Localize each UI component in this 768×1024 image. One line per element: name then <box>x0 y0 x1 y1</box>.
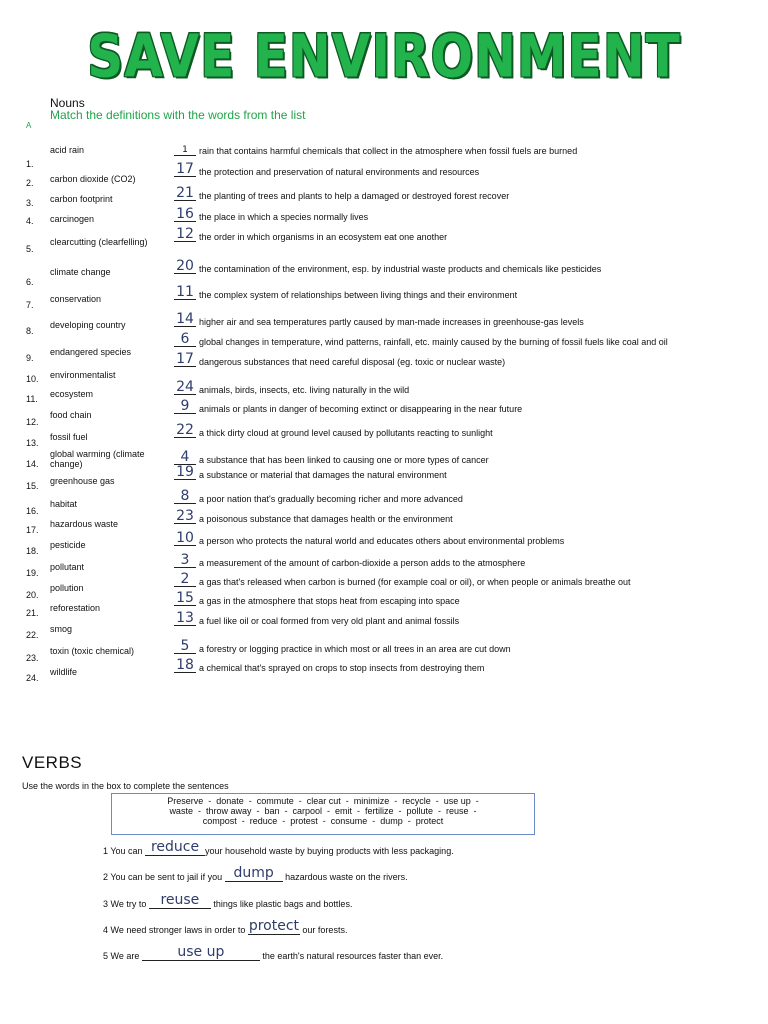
definition-text: a person who protects the natural world and educates others about environmental problems <box>199 536 565 546</box>
word-item: toxin (toxic chemical) <box>50 646 135 656</box>
sentence-blank[interactable] <box>149 892 211 909</box>
row-number: 5. <box>26 244 34 254</box>
word-item: carcinogen <box>50 214 95 224</box>
answer-blank[interactable] <box>174 530 196 546</box>
row-number: 19. <box>26 568 39 578</box>
answer-blank[interactable] <box>174 258 196 274</box>
row-number: 18. <box>26 546 39 556</box>
answer-number: 1 <box>182 145 188 155</box>
sentence-after: our forests. <box>299 925 348 935</box>
word-item: carbon dioxide (CO2) <box>50 174 136 184</box>
row-number: 22. <box>26 630 39 640</box>
word-box-line: Preserve - donate - commute - clear cut - minimize - recycle - use up - <box>167 796 479 806</box>
row-number: 8. <box>26 326 34 336</box>
row-number: 3. <box>26 198 34 208</box>
row-number: 6. <box>26 277 34 287</box>
answer-number: 8 <box>180 488 190 504</box>
sentence <box>103 944 444 961</box>
row-number: 7. <box>26 300 34 310</box>
verbs-title: VERBS <box>22 753 83 772</box>
sentence <box>103 865 408 882</box>
answer-blank[interactable] <box>174 638 196 654</box>
definition-row <box>174 398 523 414</box>
definition-text: global changes in temperature, wind patterns, rainfall, etc. mainly caused by the burning of fossil fuels like coal and oil <box>199 337 668 347</box>
definition-row <box>174 449 489 465</box>
word-item: wildlife <box>50 667 78 677</box>
verbs-instruction: Use the words in the box to complete the sentences <box>22 781 229 791</box>
answer-number: 10 <box>176 530 194 546</box>
word-item: conservation <box>50 294 102 304</box>
definition-text: animals or plants in danger of becoming extinct or disappearing in the near future <box>199 404 523 414</box>
answer-number: 17 <box>176 161 194 177</box>
definition-text: a poisonous substance that damages health or the environment <box>199 514 453 524</box>
answer-number: 18 <box>176 657 194 673</box>
answer-number: 24 <box>176 379 194 395</box>
word-item: carbon footprint <box>50 194 113 204</box>
answer-number: 13 <box>176 610 194 626</box>
sentence-before: 2 You can be sent to jail if you <box>103 872 225 882</box>
sentence-before: 3 We try to <box>103 899 149 909</box>
answer-blank[interactable] <box>174 488 196 504</box>
answer-blank[interactable] <box>174 571 196 587</box>
word-item: hazardous waste <box>50 519 119 529</box>
definition-row <box>174 379 410 395</box>
word-item: pollution <box>50 583 84 593</box>
word-box-line: waste - throw away - ban - carpool - emit - fertilize - pollute - reuse - <box>169 806 477 816</box>
definition-text: a chemical that's sprayed on crops to stop insects from destroying them <box>199 663 485 673</box>
word-item: clearcutting (clearfelling) <box>50 237 148 247</box>
definition-row <box>174 530 565 546</box>
row-number: 20. <box>26 590 39 600</box>
definition-row <box>174 145 577 156</box>
definition-row <box>174 610 460 626</box>
row-number: 21. <box>26 608 39 618</box>
row-number: 13. <box>26 438 39 448</box>
word-item: fossil fuel <box>50 432 88 442</box>
nouns-label: Nouns <box>50 96 85 110</box>
sentence-answer: use up <box>177 944 225 960</box>
answer-number: 12 <box>176 226 194 242</box>
word-box <box>111 793 535 835</box>
definition-text: a gas in the atmosphere that stops heat from escaping into space <box>199 596 460 606</box>
row-number: 2. <box>26 178 34 188</box>
answer-blank[interactable] <box>174 185 196 201</box>
word-item: global warming (climate change) <box>50 449 145 469</box>
definition-text: a thick dirty cloud at ground level caused by pollutants reacting to sunlight <box>199 428 493 438</box>
sentence-after: things like plastic bags and bottles. <box>210 899 353 909</box>
definition-row <box>174 185 510 201</box>
row-number: 15. <box>26 481 39 491</box>
row-number: 16. <box>26 506 39 516</box>
row-number: 23. <box>26 653 39 663</box>
sentence-blank[interactable] <box>142 944 260 961</box>
answer-blank[interactable] <box>174 379 196 395</box>
answer-blank[interactable] <box>174 657 196 673</box>
answer-number: 6 <box>180 331 190 347</box>
sentence <box>103 892 353 909</box>
definition-row <box>174 464 447 480</box>
word-item: ecosystem <box>50 389 94 399</box>
definition-row <box>174 331 668 347</box>
sentence-after: hazardous waste on the rivers. <box>282 872 408 882</box>
definition-text: a forestry or logging practice in which most or all trees in an area are cut down <box>199 644 511 654</box>
answer-blank[interactable] <box>174 590 196 606</box>
answer-blank[interactable] <box>174 284 196 300</box>
answer-number: 23 <box>176 508 194 524</box>
answer-blank[interactable] <box>174 508 196 524</box>
answer-number: 21 <box>176 185 194 201</box>
answer-number: 17 <box>176 351 194 367</box>
word-item: reforestation <box>50 603 101 613</box>
sentence-answer: reuse <box>160 892 200 908</box>
definition-text: animals, birds, insects, etc. living naturally in the wild <box>199 385 410 395</box>
sentence-after: the earth's natural resources faster than ever. <box>259 951 444 961</box>
definition-row <box>174 638 511 654</box>
answer-blank[interactable] <box>174 422 196 438</box>
answer-blank[interactable] <box>174 331 196 347</box>
sentence-after: your household waste by buying products with less packaging. <box>205 846 454 856</box>
definition-row <box>174 590 460 606</box>
word-box-line: compost - reduce - protest - consume - dump - protect <box>202 816 444 826</box>
answer-number: 4 <box>180 449 190 465</box>
definition-text: dangerous substances that need careful disposal (eg. toxic or nuclear waste) <box>199 357 506 367</box>
definition-text: a fuel like oil or coal formed from very old plant and animal fossils <box>199 616 460 626</box>
answer-number: 2 <box>180 571 190 587</box>
answer-number: 3 <box>180 552 190 568</box>
answer-number: 9 <box>180 398 190 414</box>
answer-blank[interactable] <box>174 206 196 222</box>
word-item: pollutant <box>50 562 85 572</box>
answer-blank[interactable] <box>174 145 196 156</box>
definition-row <box>174 508 453 524</box>
answer-blank[interactable] <box>174 552 196 568</box>
definition-row <box>174 161 480 177</box>
answer-blank[interactable] <box>174 351 196 367</box>
row-number: 1. <box>26 159 34 169</box>
sentence-blank[interactable] <box>145 839 205 856</box>
definition-text: rain that contains harmful chemicals that collect in the atmosphere when fossil fuels are burned <box>199 146 578 156</box>
definition-row <box>174 284 518 300</box>
row-number: 4. <box>26 216 34 226</box>
sentence-before: 4 We need stronger laws in order to <box>103 925 248 935</box>
definition-row <box>174 258 602 274</box>
definition-row <box>174 571 631 587</box>
definition-text: the protection and preservation of natural environments and resources <box>199 167 480 177</box>
word-item: habitat <box>50 499 78 509</box>
word-item: smog <box>50 624 73 634</box>
section-a-label: A <box>26 121 32 130</box>
word-item: developing country <box>50 320 126 330</box>
answer-number: 16 <box>176 206 194 222</box>
definition-row <box>174 422 493 438</box>
sentence <box>103 918 348 935</box>
answer-number: 19 <box>176 464 194 480</box>
definition-row <box>174 552 526 568</box>
row-number: 24. <box>26 673 39 683</box>
word-item: pesticide <box>50 540 86 550</box>
definition-text: a gas that's released when carbon is burned (for example coal or oil), or when people or animals breathe out <box>199 577 631 587</box>
answer-blank[interactable] <box>174 311 196 327</box>
sentence-before: 1 You can <box>103 846 146 856</box>
word-item: acid rain <box>50 145 85 155</box>
row-number: 9. <box>26 353 34 363</box>
row-number: 12. <box>26 417 39 427</box>
definition-row <box>174 226 448 242</box>
sentence-blank[interactable] <box>225 865 283 882</box>
answer-number: 22 <box>176 422 194 438</box>
definition-text: the complex system of relationships between living things and their environment <box>199 290 518 300</box>
definition-text: a substance or material that damages the natural environment <box>199 470 447 480</box>
page-title: SAVE ENVIRONMENT <box>87 22 681 91</box>
definition-text: the place in which a species normally lives <box>199 212 369 222</box>
definition-row <box>174 206 369 222</box>
sentence <box>103 839 454 856</box>
definition-text: the planting of trees and plants to help a damaged or destroyed forest recover <box>199 191 510 201</box>
answer-blank[interactable] <box>174 464 196 480</box>
row-number: 11. <box>26 394 38 404</box>
sentence-answer: dump <box>233 865 274 881</box>
definition-text: the order in which organisms in an ecosystem eat one another <box>199 232 448 242</box>
row-number: 17. <box>26 525 39 535</box>
word-item: endangered species <box>50 347 132 357</box>
row-number: 14. <box>26 459 39 469</box>
row-number: 10. <box>26 374 39 384</box>
answer-blank[interactable] <box>174 398 196 414</box>
definition-text: the contamination of the environment, esp. by industrial waste products and chemicals like pesticides <box>199 264 602 274</box>
word-item: environmentalist <box>50 370 116 380</box>
answer-number: 15 <box>176 590 194 606</box>
answer-number: 5 <box>180 638 190 654</box>
sentence-before: 5 We are <box>103 951 142 961</box>
definition-row <box>174 657 485 673</box>
answer-number: 11 <box>176 284 194 300</box>
answer-number: 14 <box>176 311 194 327</box>
answer-number: 20 <box>176 258 194 274</box>
answer-blank[interactable] <box>174 610 196 626</box>
answer-blank[interactable] <box>174 226 196 242</box>
word-item: climate change <box>50 267 111 277</box>
definition-text: a substance that has been linked to causing one or more types of cancer <box>199 455 489 465</box>
definition-text: a measurement of the amount of carbon-dioxide a person adds to the atmosphere <box>199 558 526 568</box>
word-item: food chain <box>50 410 92 420</box>
sentence-answer: reduce <box>150 839 200 855</box>
match-instruction: Match the definitions with the words from the list <box>50 108 306 122</box>
answer-blank[interactable] <box>174 161 196 177</box>
definition-row <box>174 311 584 327</box>
definition-text: a poor nation that's gradually becoming richer and more advanced <box>199 494 463 504</box>
definition-row <box>174 488 463 504</box>
definition-row <box>174 351 506 367</box>
sentence-answer: protect <box>248 918 300 934</box>
word-item: greenhouse gas <box>50 476 115 486</box>
sentence-blank[interactable] <box>248 918 300 935</box>
definition-text: higher air and sea temperatures partly caused by man-made increases in greenhouse-gas levels <box>199 317 584 327</box>
